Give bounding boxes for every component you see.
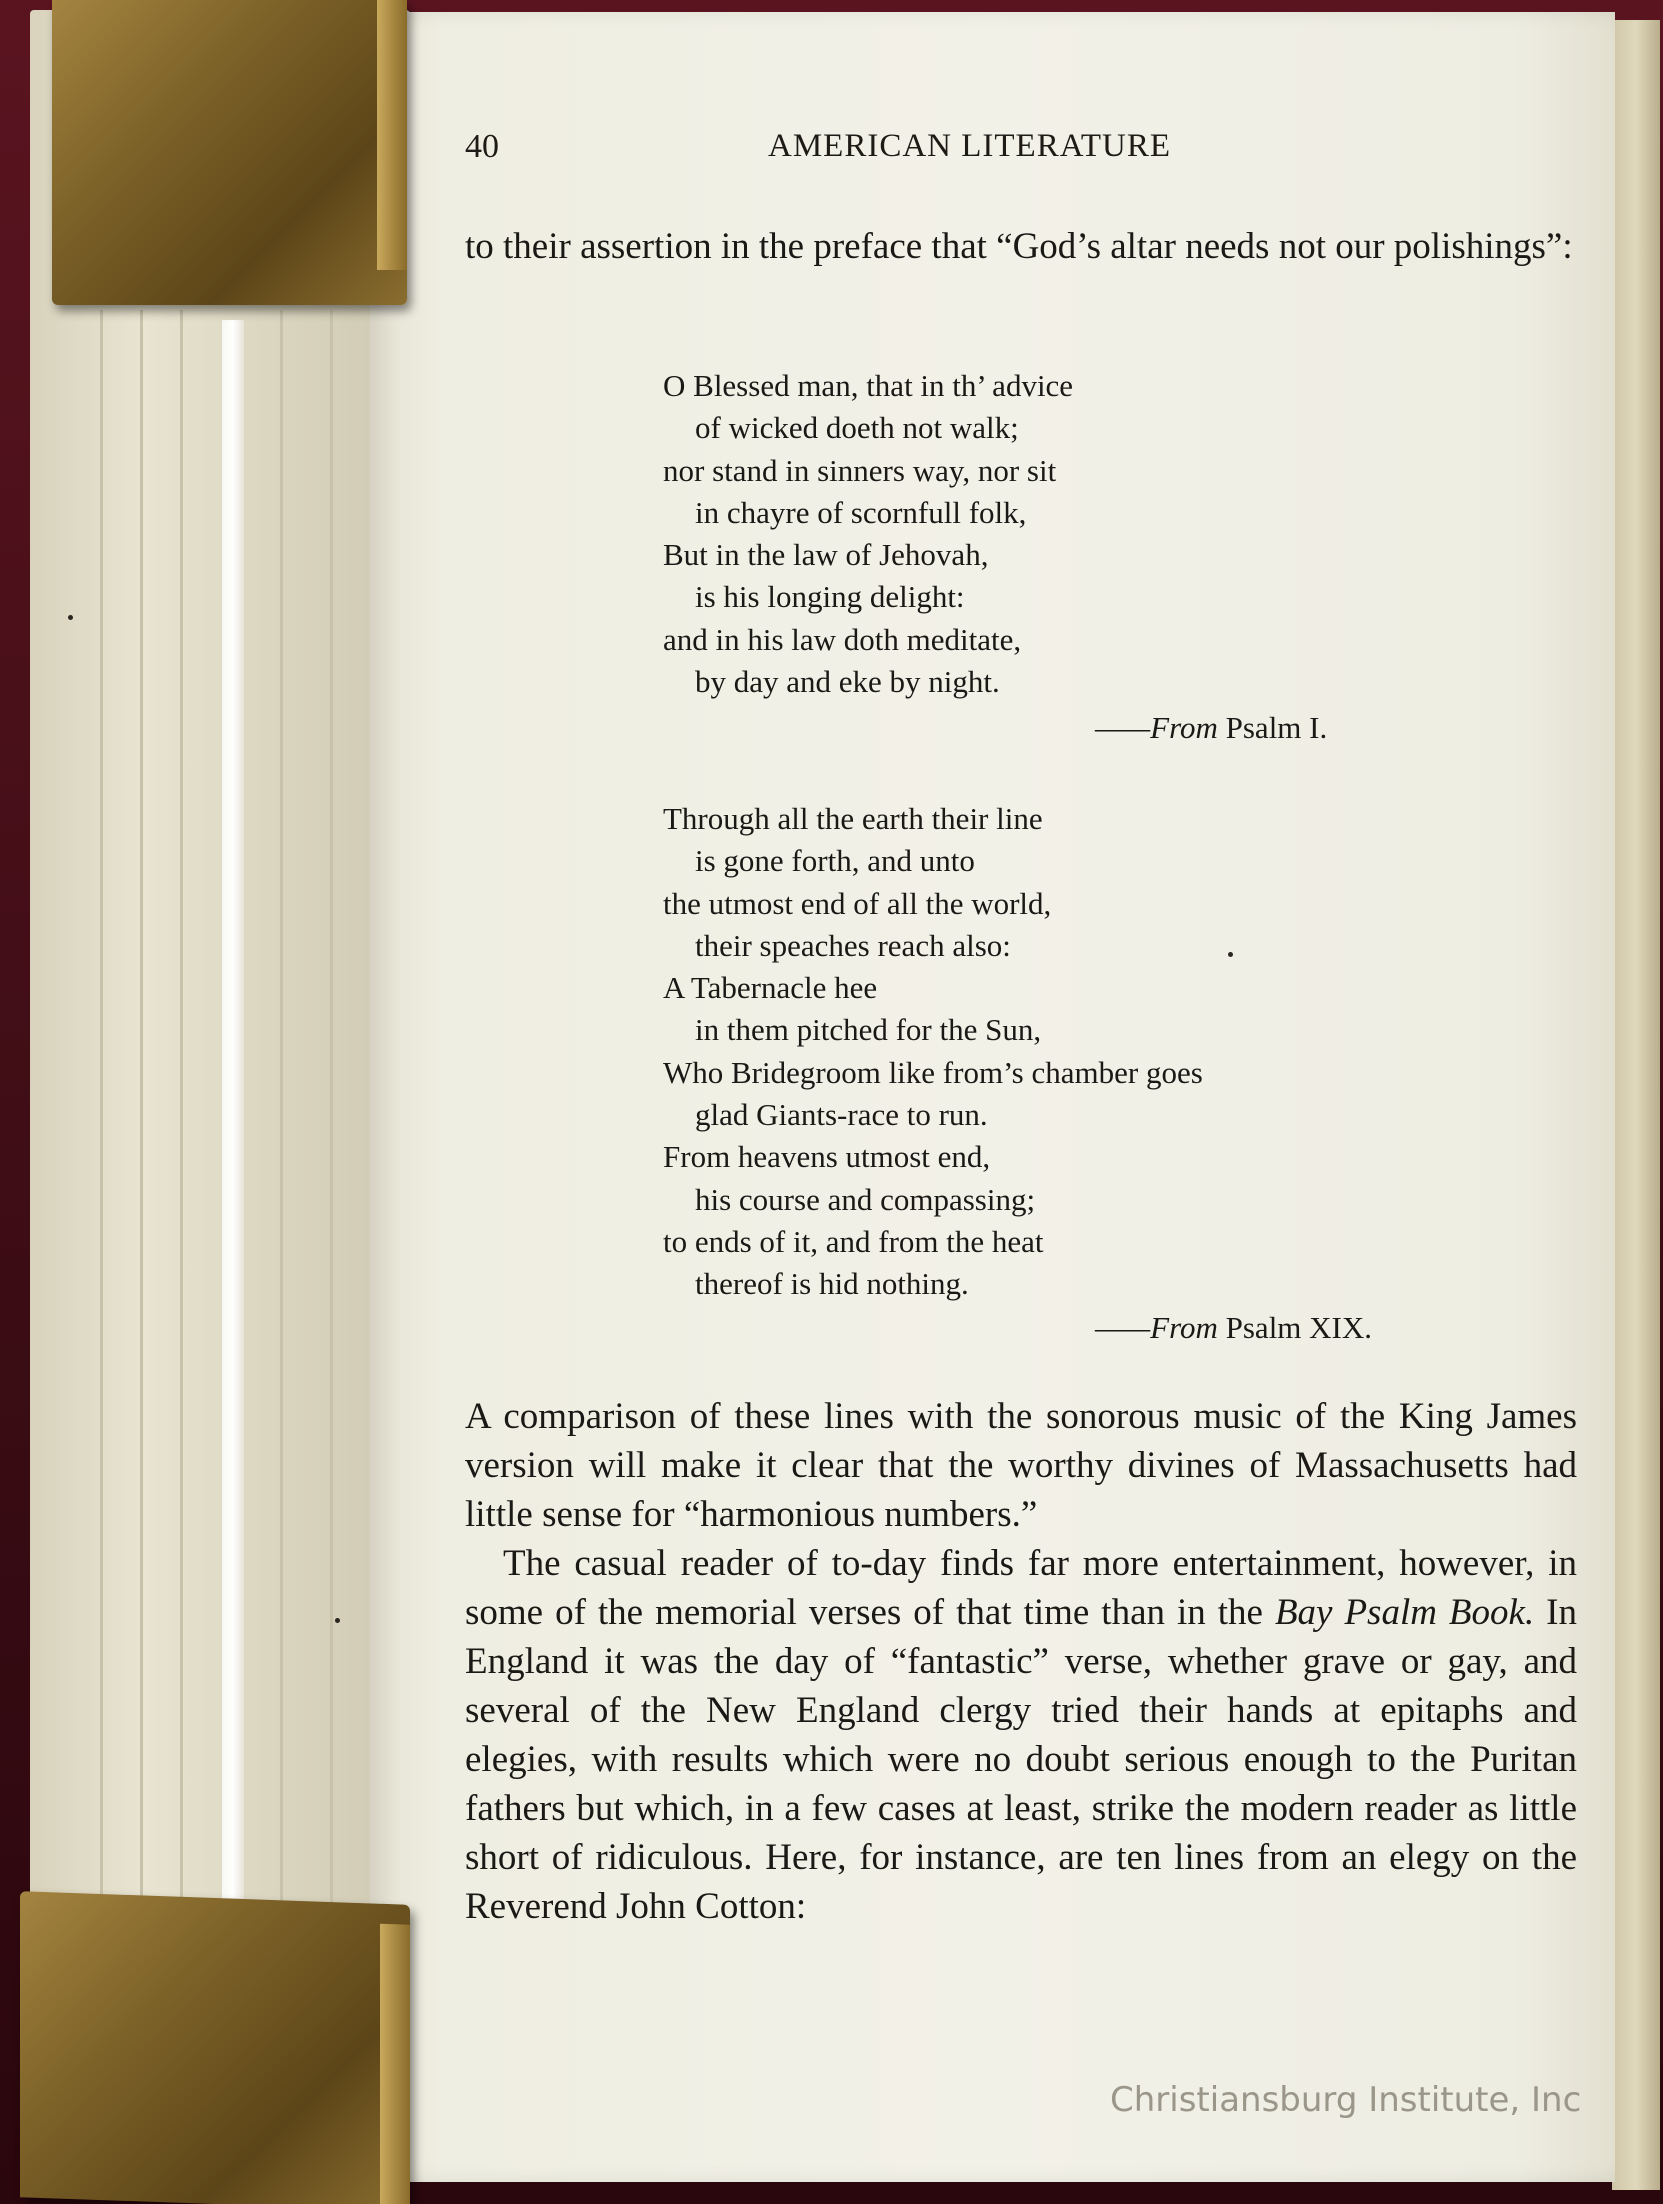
page-header <box>465 128 1565 172</box>
verse-line: and in his law doth meditate, <box>663 621 1022 657</box>
intro-paragraph <box>465 222 1577 271</box>
body-paragraph-2 <box>465 1539 1577 1931</box>
verse-line: From heavens utmost end, <box>663 1139 991 1175</box>
book-title: Bay Psalm Book. <box>1274 1592 1535 1633</box>
verse-line: glad Giants-race to run. <box>695 1097 988 1133</box>
page-edge-line <box>280 310 283 1930</box>
verse-line: his course and compassing; <box>695 1181 1036 1217</box>
psalm-1-verse <box>663 365 1073 703</box>
verse-line: Through all the earth their line <box>663 801 1043 836</box>
verse-line: is gone forth, and unto <box>695 843 975 879</box>
attribution-prefix: ——From <box>1095 710 1218 745</box>
running-head: AMERICAN LITERATURE <box>768 128 1172 164</box>
page-number: 40 <box>465 128 499 165</box>
brass-clamp-bottom <box>20 1891 410 2204</box>
bookmark-strip <box>222 320 244 1930</box>
body-text <box>465 1392 1577 1931</box>
page-edge-line <box>100 310 103 1930</box>
intro-text: to their assertion in the preface that “God’s altar needs not our polishings”: <box>465 226 1573 267</box>
verse-line: of wicked doeth not walk; <box>695 410 1019 446</box>
speck <box>68 615 73 620</box>
verse-line: nor stand in sinners way, nor sit <box>663 452 1057 488</box>
paragraph-2-start: The casual reader of to-day finds far more entertainment, however, in some of the memorial verses of that time than in the <box>465 1543 1577 1633</box>
verse-line: O Blessed man, that in th’ advice <box>663 368 1074 403</box>
verse-line: is his longing delight: <box>695 579 965 615</box>
psalm-1-attribution <box>1095 710 1327 746</box>
speck <box>1228 952 1233 957</box>
verse-line: the utmost end of all the world, <box>663 885 1052 921</box>
verse-line: in chayre of scornfull folk, <box>695 494 1027 530</box>
paragraph-2-end: In England it was the day of “fantastic” verse, whether grave or gay, and several of the New England clergy tried their hands at epitaphs and elegies, with results which were no doubt serious enough to the Puritan fathers but which, in a few cases at least, strike the modern reader as little short of ridiculous. Here, for instance, are ten lines from an elegy on the Reverend John Cotton: <box>465 1592 1578 1927</box>
verse-line: their speaches reach also: <box>695 927 1011 963</box>
verse-line: Who Bridegroom like from’s chamber goes <box>663 1054 1203 1090</box>
page-edge-line <box>140 310 143 1930</box>
attribution-prefix: ——From <box>1095 1310 1218 1345</box>
page-edge-line <box>180 310 183 1930</box>
verse-line: A Tabernacle hee <box>663 970 878 1006</box>
verse-line: by day and eke by night. <box>695 664 1000 700</box>
verse-line: But in the law of Jehovah, <box>663 537 989 573</box>
watermark: Christiansburg Institute, Inc <box>1110 2080 1582 2120</box>
attribution-title: Psalm XIX. <box>1225 1310 1373 1345</box>
page-right-edge <box>1612 20 1660 2190</box>
psalm-19-verse <box>663 798 1203 1306</box>
verse-line: to ends of it, and from the heat <box>663 1223 1044 1259</box>
body-paragraph-1: A comparison of these lines with the sonorous music of the King James version will make it clear that the worthy divines of Massachusetts had little sense for “harmonious numbers.” <box>465 1396 1577 1535</box>
verse-line: thereof is hid nothing. <box>695 1266 969 1302</box>
page-edge-line <box>330 310 333 1930</box>
psalm-19-attribution <box>1095 1310 1372 1346</box>
verse-line: in them pitched for the Sun, <box>695 1012 1042 1048</box>
page-edge-stack <box>30 10 410 2190</box>
speck <box>335 1618 340 1623</box>
brass-clamp-top <box>52 0 407 305</box>
attribution-title: Psalm I. <box>1225 710 1328 745</box>
